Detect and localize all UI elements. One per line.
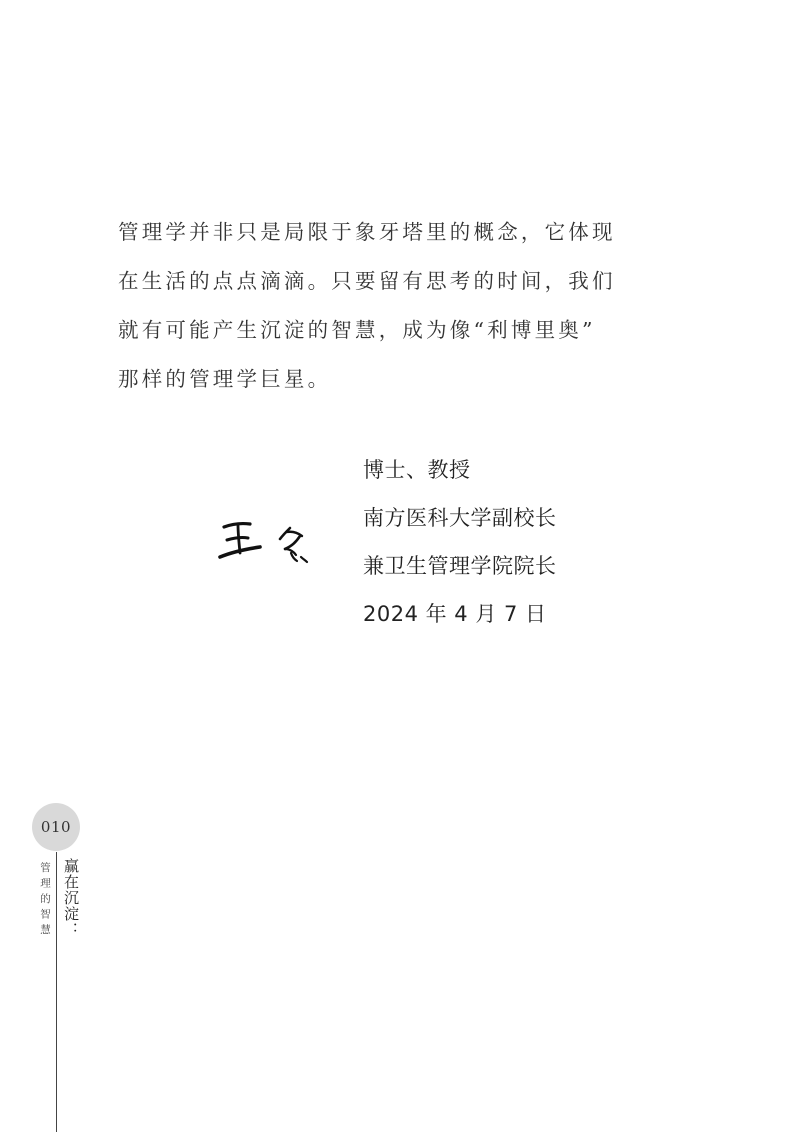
paragraph-line: 那样的管理学巨星。: [118, 367, 332, 391]
signer-position: 南方医科大学副校长: [363, 506, 557, 530]
page-number: 010: [40, 818, 72, 836]
paragraph-line: 在生活的点点滴滴。只要留有思考的时间，我们: [118, 269, 616, 293]
signer-position-2: 兼卫生管理学院院长: [363, 554, 557, 578]
margin-rule: [56, 852, 57, 1132]
handwritten-signature: [212, 505, 322, 575]
running-series-title: 管理的智慧: [39, 862, 51, 940]
page-number-badge: [32, 803, 80, 851]
signer-info: [363, 446, 557, 638]
paragraph-line: 就有可能产生沉淀的智慧，成为像“利博里奥”: [118, 318, 596, 342]
signer-title: 博士、教授: [363, 458, 471, 482]
running-book-title: 赢在沉淀：: [62, 858, 80, 938]
paragraph-line: 管理学并非只是局限于象牙塔里的概念，它体现: [118, 220, 616, 244]
signature-date: 2024 年 4 月 7 日: [363, 602, 547, 626]
body-paragraph: [118, 208, 616, 404]
